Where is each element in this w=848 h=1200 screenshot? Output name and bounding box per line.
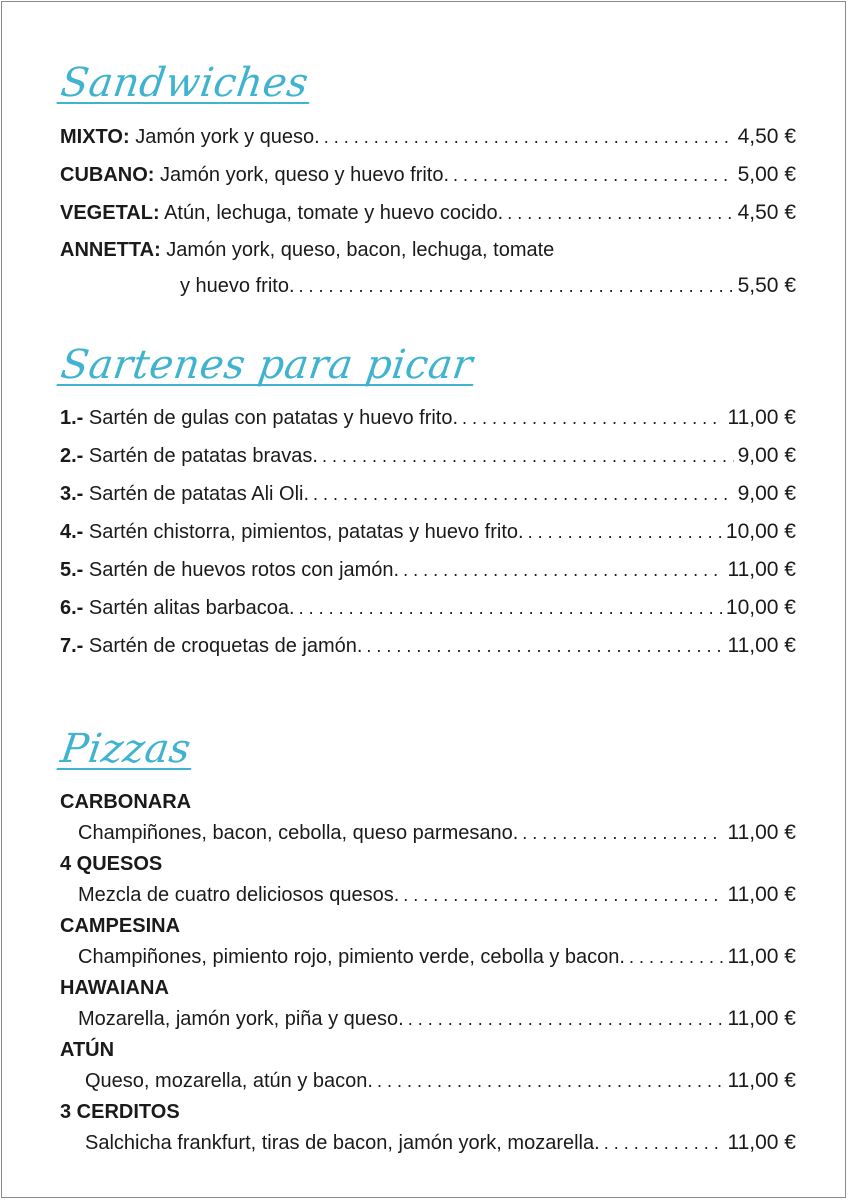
pizza-desc-hawaiana: Mozarella, jamón york, piña y queso. . . . 11,00 € [78,1005,796,1033]
item-price: 11,00 € [727,406,796,429]
pizza-desc-carbonara: Champiñones, bacon, cebolla, queso parmesano. . . . 11,00 € [78,819,796,847]
item-price: 4,50 € [737,125,796,148]
menu-item-sarten-7: 7.- Sartén de croquetas de jamón. . . . 11,00 € [60,632,796,660]
pizza-desc-atun: Queso, mozarella, atún y bacon. . . . 11,00 € [85,1067,796,1095]
menu-item-sarten-6: 6.- Sartén alitas barbacoa. . . . 10,00 € [60,594,796,622]
item-price: 5,00 € [737,163,796,186]
item-price: 11,00 € [727,1069,796,1092]
item-price: 11,00 € [727,634,796,657]
menu-item-annetta: ANNETTA: Jamón york, queso, bacon, lechuga, tomate [60,239,555,261]
menu-item-sarten-3: 3.- Sartén de patatas Ali Oli. . . . 9,00 € [60,480,796,508]
menu-item-sarten-4: 4.- Sartén chistorra, pimientos, patatas y huevo frito. . . . 10,00 € [60,518,796,546]
menu-item-annetta-line2: y huevo frito. . . . 5,50 € [180,272,796,300]
menu-item-sarten-5: 5.- Sartén de huevos rotos con jamón. . . . 11,00 € [60,556,796,584]
menu-item-vegetal: VEGETAL: Atún, lechuga, tomate y huevo cocido. . . . 4,50 € [60,199,796,227]
item-price: 10,00 € [725,520,796,543]
item-price: 11,00 € [727,821,796,844]
section-title-sartenes: Sartenes para picar [58,342,476,388]
item-price: 11,00 € [727,1131,796,1154]
menu-item-sarten-2: 2.- Sartén de patatas bravas. . . . 9,00 € [60,442,796,470]
item-price: 9,00 € [737,444,796,467]
item-price: 11,00 € [727,1007,796,1030]
pizza-name-4-quesos: 4 QUESOS [60,853,163,875]
pizza-desc-4-quesos: Mezcla de cuatro deliciosos quesos. . . . 11,00 € [78,881,796,909]
menu-item-sarten-1: 1.- Sartén de gulas con patatas y huevo frito. . . . 11,00 € [60,404,796,432]
item-price: 5,50 € [737,274,796,297]
item-price: 11,00 € [727,558,796,581]
menu-item-cubano: CUBANO: Jamón york, queso y huevo frito. . . . 5,00 € [60,161,796,189]
pizza-name-hawaiana: HAWAIANA [60,977,169,999]
item-price: 9,00 € [737,482,796,505]
pizza-desc-3-cerditos: Salchicha frankfurt, tiras de bacon, jamón york, mozarella. . . . 11,00 € [85,1129,796,1157]
item-price: 11,00 € [727,945,796,968]
pizza-name-campesina: CAMPESINA [60,915,181,937]
section-title-sandwiches: Sandwiches [58,60,312,106]
menu-item-mixto: MIXTO: Jamón york y queso. . . . 4,50 € [60,123,796,151]
pizza-name-3-cerditos: 3 CERDITOS [60,1101,180,1123]
item-price: 11,00 € [727,883,796,906]
pizza-name-carbonara: CARBONARA [60,791,192,813]
pizza-desc-campesina: Champiñones, pimiento rojo, pimiento verde, cebolla y bacon. . . . 11,00 € [78,943,796,971]
item-price: 4,50 € [737,201,796,224]
menu-page [1,1,846,1198]
item-price: 10,00 € [725,596,796,619]
section-title-pizzas: Pizzas [58,726,194,772]
pizza-name-atun: ATÚN [60,1039,115,1061]
